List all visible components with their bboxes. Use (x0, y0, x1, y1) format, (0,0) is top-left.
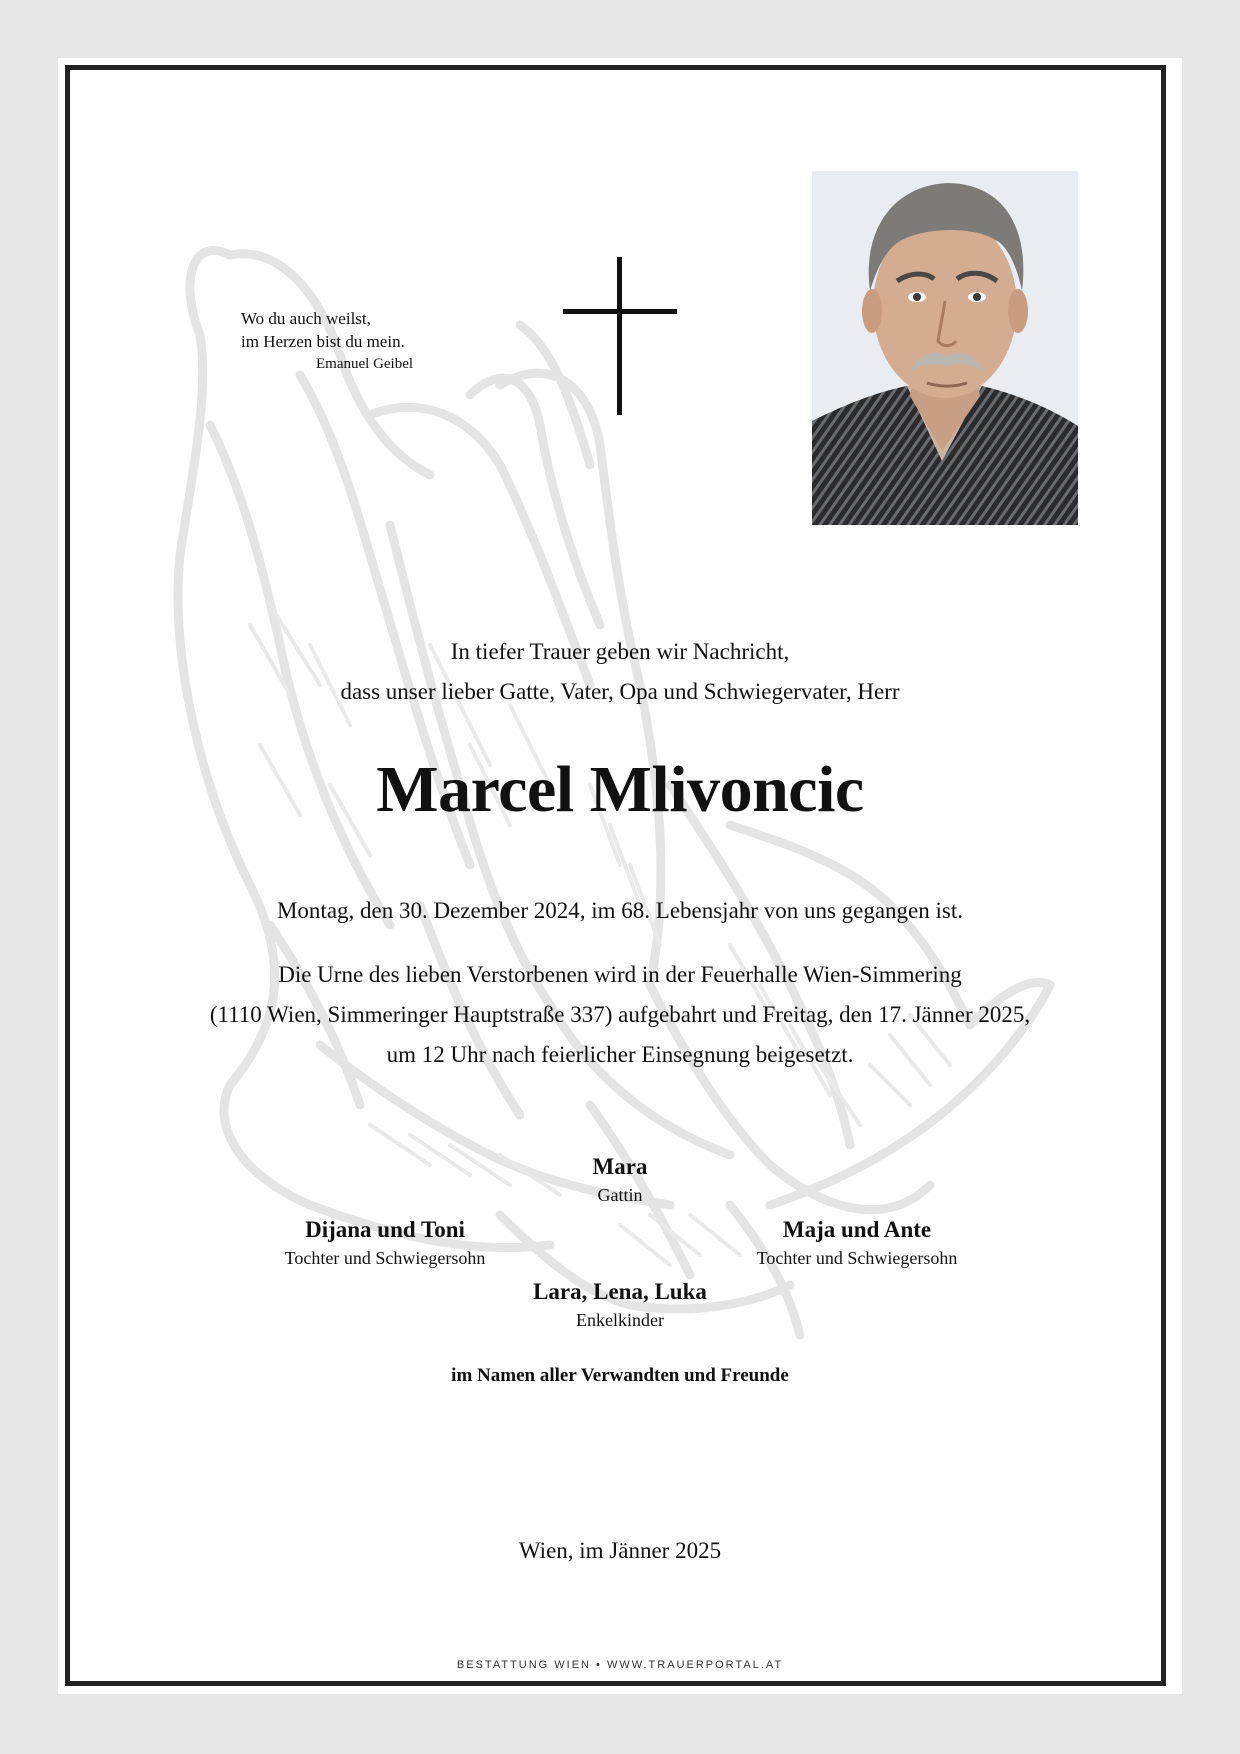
funeral-line-1: Die Urne des lieben Verstorbenen wird in der Feuerhalle Wien-Simmering (278, 962, 962, 987)
memorial-quote (241, 307, 413, 375)
place-and-date: Wien, im Jänner 2025 (518, 1538, 722, 1563)
mourner-name: Lara, Lena, Luka (533, 1279, 707, 1304)
mourner-spouse (440, 1152, 800, 1208)
announcement-line-2: dass unser lieber Gatte, Vater, Opa und Schwiegervater, Herr (340, 679, 900, 704)
mourner-grandchildren (440, 1277, 800, 1333)
announcement-line-1: In tiefer Trauer geben wir Nachricht, (450, 639, 790, 664)
mourner-name: Mara (592, 1154, 648, 1179)
cross-icon (563, 257, 677, 415)
on-behalf-line: im Namen aller Verwandten und Freunde (451, 1365, 789, 1386)
funeral-line-3: um 12 Uhr nach feierlicher Einsegnung beigesetzt. (386, 1042, 854, 1067)
footer-credit: BESTATTUNG WIEN • WWW.TRAUERPORTAL.AT (456, 1659, 784, 1671)
deceased-name: Marcel Mlivoncic (376, 753, 864, 826)
mourner-name: Maja und Ante (782, 1217, 932, 1242)
funeral-line-2: (1110 Wien, Simmeringer Hauptstraße 337) aufgebahrt und Freitag, den 17. Jänner 2025, (209, 1002, 1031, 1027)
quote-line-2: im Herzen bist du mein. (241, 332, 405, 351)
mourner-daughter-2 (677, 1215, 1037, 1271)
announcement (100, 632, 1140, 712)
funeral-details (100, 955, 1140, 1075)
portrait-photo (812, 171, 1078, 525)
mourner-name: Dijana und Toni (305, 1217, 465, 1242)
mourner-daughter-1 (205, 1215, 565, 1271)
mourner-relation: Tochter und Schwiegersohn (756, 1248, 958, 1268)
quote-line-1: Wo du auch weilst, (241, 309, 371, 328)
mourner-relation: Gattin (597, 1185, 643, 1205)
mourner-relation: Tochter und Schwiegersohn (284, 1248, 486, 1268)
date-of-death: Montag, den 30. Dezember 2024, im 68. Lebensjahr von uns gegangen ist. (276, 898, 963, 923)
quote-author: Emanuel Geibel (316, 356, 414, 372)
mourner-relation: Enkelkinder (576, 1310, 664, 1330)
